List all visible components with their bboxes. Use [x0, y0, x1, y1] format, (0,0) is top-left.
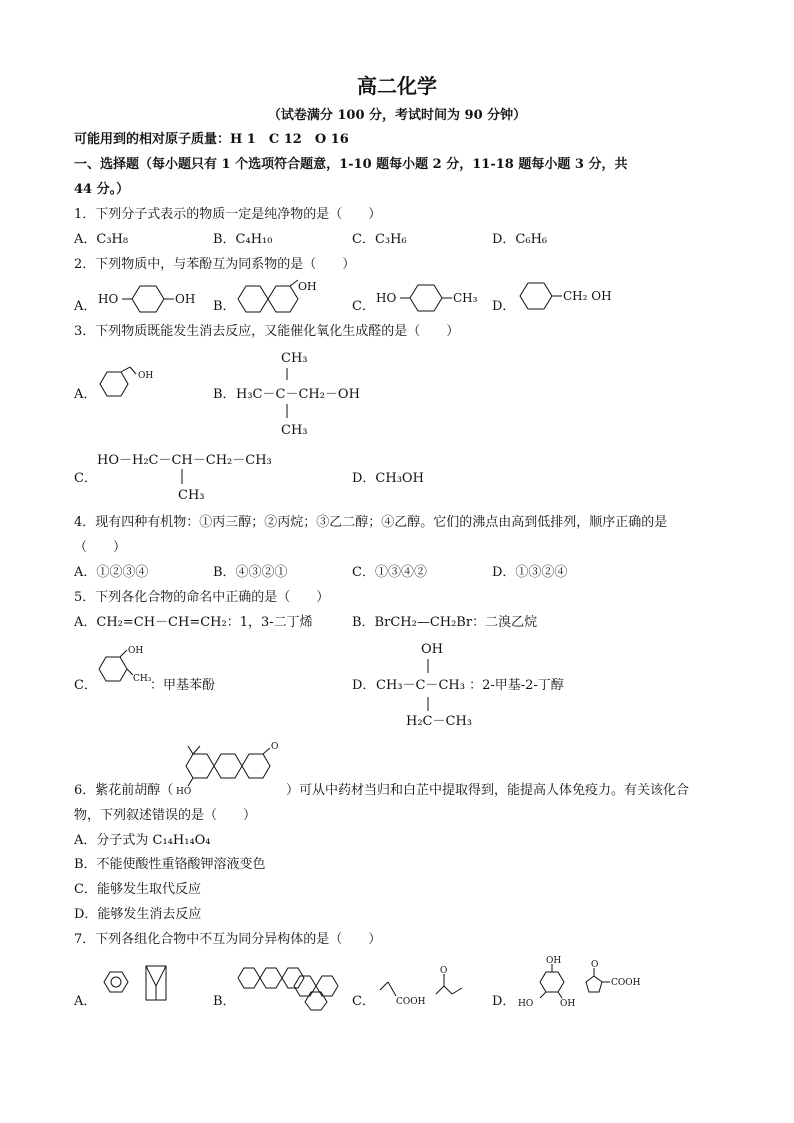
q6-option-a[interactable]: A．分子式为 C₁₄H₁₄O₄	[74, 833, 211, 848]
q2-c-ch3: CH₃	[453, 291, 478, 305]
q7-c-cooh: COOH	[396, 997, 426, 1007]
q5-option-a[interactable]: A．CH₂=CH－CH=CH₂：1，3-二丁烯	[74, 615, 313, 630]
q4-stem-cont: （ ）	[74, 540, 127, 555]
q2-option-b[interactable]: B．	[213, 299, 236, 314]
q1-option-d[interactable]: D．C₆H₆	[492, 232, 548, 247]
q7-option-d[interactable]: D．	[492, 994, 516, 1009]
q2-d-structure	[518, 280, 648, 314]
q7-d-oh-top: OH	[546, 956, 562, 966]
q3-a-structure	[98, 366, 168, 402]
q4-option-c[interactable]: C．①③④②	[352, 565, 427, 580]
q5-option-c[interactable]: C．	[74, 678, 97, 693]
q3-a-oh: OH	[138, 371, 154, 381]
q3-option-a[interactable]: A．	[74, 387, 97, 402]
q7-option-a[interactable]: A．	[74, 994, 97, 1009]
q5-option-d[interactable]: D．	[352, 678, 376, 693]
q1-option-b[interactable]: B．C₄H₁₀	[213, 232, 273, 247]
q2-c-structure	[376, 282, 486, 316]
q4-option-a[interactable]: A．①②③④	[74, 565, 149, 580]
q2-a-structure	[98, 282, 208, 316]
q3-c-main: HO－H₂C－CH－CH₂－CH₃	[97, 453, 272, 468]
q3-option-c[interactable]: C．	[74, 471, 97, 486]
q7-b-structures	[236, 964, 346, 1012]
q7-stem: 7．下列各组化合物中不互为同分异构体的是（ ）	[74, 932, 382, 947]
q7-c-o: O	[440, 966, 448, 976]
q6-stem-cont: ）可从中药材当归和白芷中提取得到，能提高人体免疫力。有关该化合	[286, 783, 690, 798]
q2-a-oh: OH	[175, 292, 196, 306]
q3-c-bottom: CH₃	[178, 488, 205, 503]
q5-c-name: ：甲基苯酚	[150, 678, 216, 693]
q5-d-bottom: H₂C－CH₃	[406, 714, 472, 729]
q1-option-a[interactable]: A．C₃H₈	[74, 232, 129, 247]
q7-option-c[interactable]: C．	[352, 994, 375, 1009]
q3-b-bottom: CH₃	[281, 423, 308, 438]
q7-d-cooh: COOH	[611, 978, 641, 988]
q6-o: O	[271, 742, 279, 752]
q2-d-ch2oh: CH₂ OH	[563, 289, 612, 303]
q7-option-b[interactable]: B．	[213, 994, 236, 1009]
atomic-mass-note: 可能用到的相对原子质量：H 1 C 12 O 16	[74, 132, 349, 147]
q4-stem: 4．现有四种有机物：①丙三醇；②丙烷；③乙二醇；④乙醇。它们的沸点由高到低排列，顺序正确的是	[74, 515, 668, 530]
q2-option-d[interactable]: D．	[492, 299, 516, 314]
q2-a-ho: HO	[98, 292, 119, 306]
q5-c-oh: OH	[128, 646, 144, 656]
section-heading: 一、选择题（每小题只有 1 个选项符合题意，1-10 题每小题 2 分，11-18 题每小题 3 分，共	[74, 157, 628, 172]
q5-d-main: CH₃－C－CH₃ ：2-甲基-2-丁醇	[376, 678, 564, 693]
q6-ho: HO	[176, 787, 192, 797]
q5-option-b[interactable]: B．BrCH₂—CH₂Br：二溴乙烷	[352, 615, 538, 630]
q6-structure	[176, 740, 286, 800]
q7-a-structures	[100, 962, 180, 1006]
q2-option-c[interactable]: C．	[352, 299, 375, 314]
q7-d-ho-left: HO	[518, 999, 534, 1009]
q2-b-structure	[236, 282, 326, 316]
q5-stem: 5．下列各化合物的命名中正确的是（ ）	[74, 590, 330, 605]
q6-option-b[interactable]: B．不能使酸性重铬酸钾溶液变色	[74, 857, 266, 872]
q1-option-c[interactable]: C．C₃H₆	[352, 232, 407, 247]
q4-option-d[interactable]: D．①③②④	[492, 565, 568, 580]
q5-c-ch3: CH₃	[133, 674, 152, 684]
q1-stem: 1．下列分子式表示的物质一定是纯净物的是（ ）	[74, 207, 382, 222]
q2-b-oh: OH	[298, 280, 317, 293]
page-title: 高二化学	[357, 74, 437, 98]
q7-d-oh-right: OH	[560, 999, 576, 1009]
q3-option-d[interactable]: D．CH₃OH	[352, 471, 424, 486]
section-heading-cont: 44 分。）	[74, 182, 130, 197]
q3-b-top: CH₃	[281, 351, 308, 366]
q5-d-top: OH	[421, 642, 443, 657]
q7-c-structures	[376, 964, 486, 1008]
q7-d-structures	[514, 956, 644, 1009]
q7-d-o: O	[591, 960, 599, 970]
q2-c-ho: HO	[376, 291, 397, 305]
q2-stem: 2．下列物质中，与苯酚互为同系物的是（ ）	[74, 257, 356, 272]
q4-option-b[interactable]: B．④③②①	[213, 565, 288, 580]
q6-option-c[interactable]: C．能够发生取代反应	[74, 882, 201, 897]
q2-option-a[interactable]: A．	[74, 299, 97, 314]
q6-stem: 6．紫花前胡醇（	[74, 783, 174, 798]
q3-stem: 3．下列物质既能发生消去反应，又能催化氧化生成醛的是（ ）	[74, 324, 460, 339]
q5-c-structure	[97, 645, 157, 691]
exam-info: （试卷满分 100 分，考试时间为 90 分钟）	[267, 108, 527, 123]
q6-stem-line2: 物，下列叙述错误的是（ ）	[74, 808, 257, 823]
q3-option-b[interactable]: B．	[213, 387, 236, 402]
q6-option-d[interactable]: D．能够发生消去反应	[74, 907, 202, 922]
q3-b-main: H₃C－C－CH₂－OH	[236, 387, 360, 402]
